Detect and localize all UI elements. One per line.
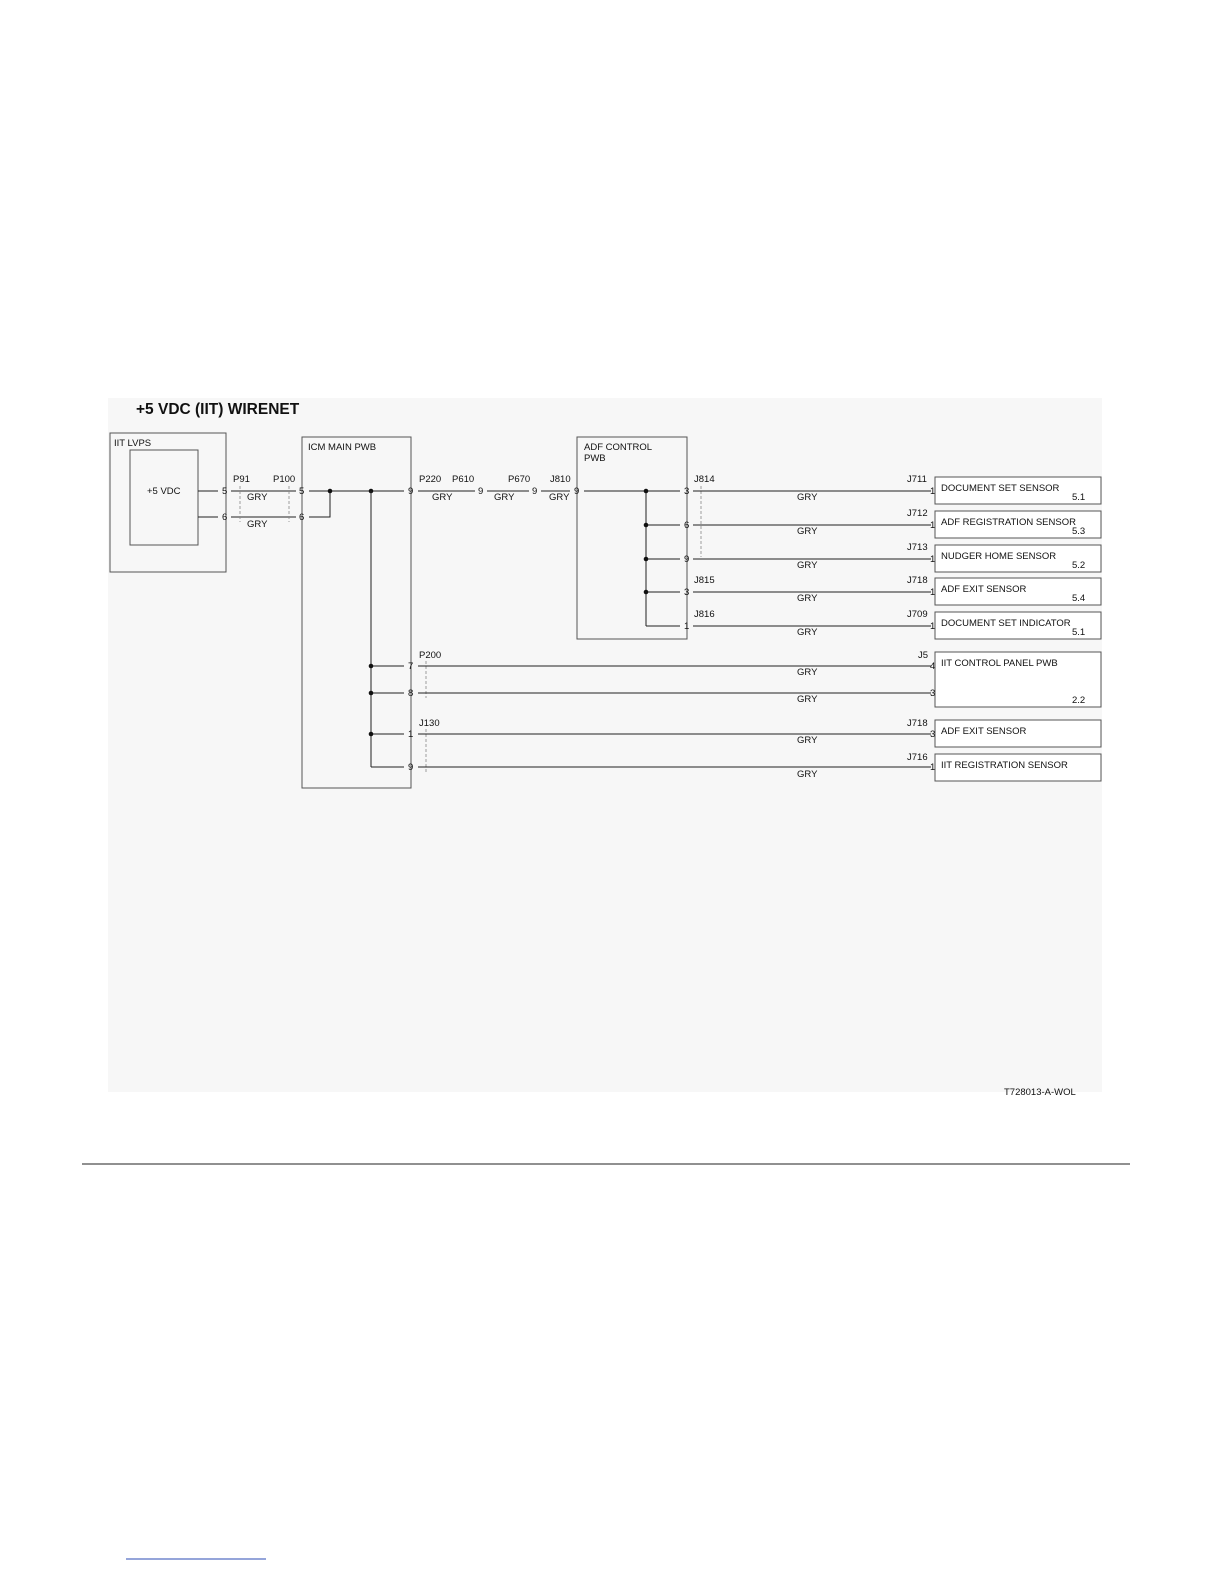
sensor-label: NUDGER HOME SENSOR	[941, 551, 1057, 562]
conn-p220: P220	[419, 474, 442, 485]
sensor-connector: J709	[907, 609, 928, 620]
sensor-connector: J712	[907, 508, 928, 519]
conn-j814: J814	[694, 474, 715, 485]
diagram-title: +5 VDC (IIT) WIRENET	[136, 401, 300, 418]
conn-j5: J5	[918, 650, 929, 661]
sensor-ref: 5.1	[1072, 627, 1086, 638]
control-panel-label: IIT CONTROL PANEL PWB	[941, 658, 1058, 669]
adf-label-1: ADF CONTROL	[584, 442, 653, 453]
sensor-connector: J718	[907, 575, 928, 586]
junction-dot	[644, 590, 649, 595]
conn-p200: P200	[419, 650, 442, 661]
sensor-pin-in: 3	[684, 587, 690, 598]
j5-pin-b: 3	[930, 688, 936, 699]
lvps-inner-label: +5 VDC	[147, 486, 181, 497]
sensor-label: DOCUMENT SET SENSOR	[941, 483, 1060, 494]
junction-dot	[369, 664, 374, 669]
sensor-label: DOCUMENT SET INDICATOR	[941, 618, 1071, 629]
conn-p670: P670	[508, 474, 531, 485]
lvps-pin-a: 5	[222, 486, 228, 497]
icm-label: ICM MAIN PWB	[308, 442, 377, 453]
conn-j130: J130	[419, 718, 440, 729]
control-panel-ref: 2.2	[1072, 695, 1086, 706]
wire-color: GRY	[797, 526, 818, 537]
p670-pin: 9	[532, 486, 538, 497]
sensor-row	[907, 718, 1101, 747]
conn-j816: J816	[694, 609, 715, 620]
sensor-ref: 5.4	[1072, 593, 1086, 604]
adf-pin-in: 9	[574, 486, 580, 497]
wire-color: GRY	[797, 735, 818, 746]
wire-color: GRY	[797, 627, 818, 638]
wire-color: GRY	[797, 694, 818, 705]
sensor-connector: J713	[907, 542, 928, 553]
j130-pin-a: 1	[408, 729, 414, 740]
junction-dot	[644, 557, 649, 562]
wire-color-4: GRY	[494, 492, 515, 503]
p200-pin-b: 8	[408, 688, 414, 699]
icm-pin-in-b: 6	[299, 512, 305, 523]
p610-pin: 9	[478, 486, 484, 497]
wire-color-3: GRY	[432, 492, 453, 503]
sensor-pin-in: 9	[684, 554, 690, 565]
wire-color: GRY	[797, 769, 818, 780]
j5-pin-a: 4	[930, 661, 936, 672]
sensor-pin-in: 6	[684, 520, 690, 531]
sensor-label: IIT REGISTRATION SENSOR	[941, 760, 1068, 771]
wire-color: GRY	[797, 492, 818, 503]
conn-p100: P100	[273, 474, 296, 485]
sensor-label: ADF REGISTRATION SENSOR	[941, 517, 1076, 528]
icm-pin-out: 9	[408, 486, 414, 497]
junction-dot	[328, 489, 333, 494]
sensor-pin: 3	[930, 729, 936, 740]
wire-color: GRY	[797, 667, 818, 678]
sensor-ref: 5.3	[1072, 526, 1086, 537]
junction-dot	[644, 523, 649, 528]
wire-color-5: GRY	[549, 492, 570, 503]
figure-id: T728013-A-WOL	[1004, 1087, 1076, 1098]
junction-dot	[369, 732, 374, 737]
sensor-connector: J711	[907, 474, 927, 485]
sensor-label: ADF EXIT SENSOR	[941, 584, 1027, 595]
sensor-pin-out: 1	[930, 554, 936, 565]
j130-pin-b: 9	[408, 762, 414, 773]
sensor-pin-in: 1	[684, 621, 690, 632]
wire-color-2: GRY	[247, 519, 268, 530]
p200-pin-a: 7	[408, 661, 414, 672]
lvps-pin-b: 6	[222, 512, 228, 523]
sensor-connector: J718	[907, 718, 928, 729]
conn-j810: J810	[550, 474, 571, 485]
sensor-pin-out: 1	[930, 486, 936, 497]
sensor-ref: 5.1	[1072, 492, 1086, 503]
wire-color-1: GRY	[247, 492, 268, 503]
sensor-pin: 1	[930, 762, 936, 773]
sensor-pin-out: 1	[930, 520, 936, 531]
junction-dot	[369, 691, 374, 696]
sensor-ref: 5.2	[1072, 560, 1086, 571]
junction-dot	[644, 489, 649, 494]
sensor-pin-out: 1	[930, 587, 936, 598]
sensor-label: ADF EXIT SENSOR	[941, 726, 1027, 737]
wire-color: GRY	[797, 593, 818, 604]
sensor-pin-in: 3	[684, 486, 690, 497]
conn-j815: J815	[694, 575, 715, 586]
adf-label-2: PWB	[584, 453, 606, 464]
icm-pin-in-a: 5	[299, 486, 305, 497]
conn-p91: P91	[233, 474, 250, 485]
lvps-label: IIT LVPS	[114, 438, 152, 449]
sensor-pin-out: 1	[930, 621, 936, 632]
sensor-connector: J716	[907, 752, 928, 763]
wire-color: GRY	[797, 560, 818, 571]
sensor-row	[907, 752, 1101, 781]
conn-p610: P610	[452, 474, 475, 485]
